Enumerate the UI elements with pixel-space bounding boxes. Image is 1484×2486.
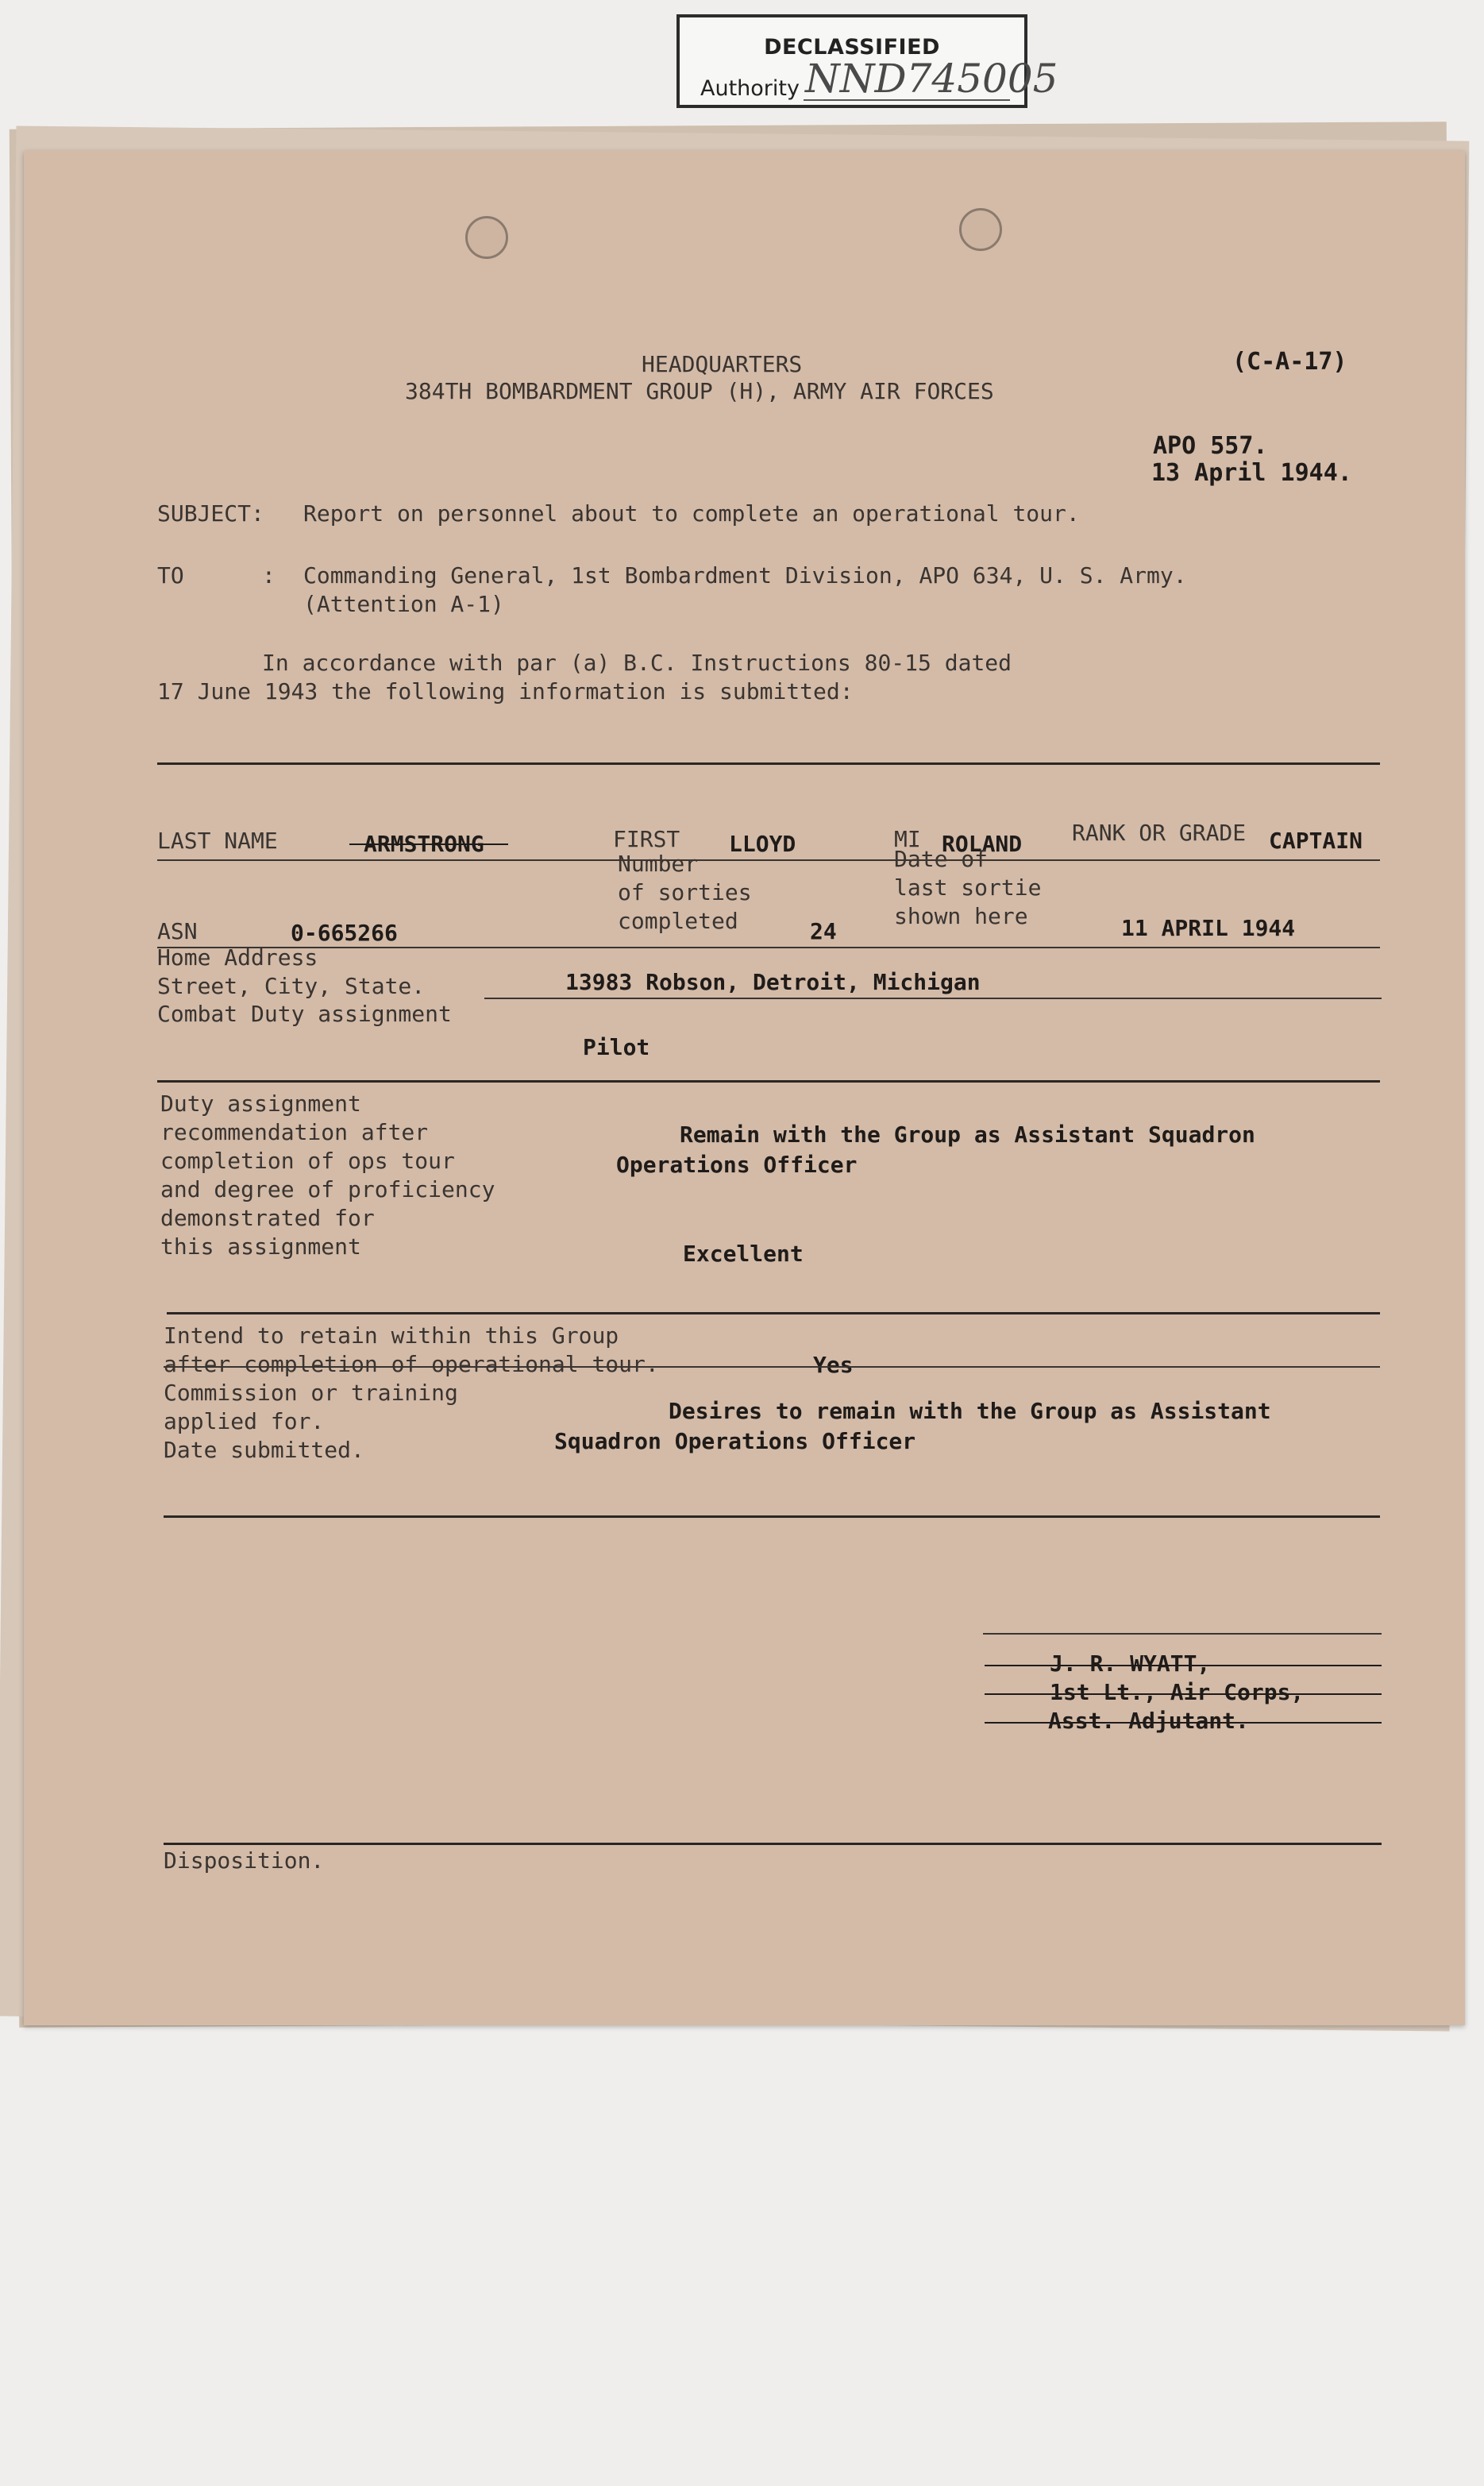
combat-duty-value: Pilot	[583, 1034, 650, 1060]
sorties-label: Number of sorties completed	[618, 851, 752, 934]
last-sortie-value: 11 APRIL 1944	[1121, 915, 1296, 941]
field-underline	[349, 843, 508, 845]
strike-line	[985, 1693, 1382, 1695]
subject-label: SUBJECT:	[157, 500, 264, 527]
home-address-label: Home Address Street, City, State.	[157, 944, 426, 999]
middle-name-value: ROLAND	[942, 831, 1023, 857]
letter-date: 13 April 1944.	[1151, 459, 1352, 487]
duty-assignment-label: Duty assignment recommendation after completion of ops tour and degree of proficiency demonstrated for this assignment	[160, 1091, 495, 1260]
row-rule	[484, 998, 1382, 999]
section-rule	[157, 1080, 1380, 1083]
row-rule	[164, 1366, 1380, 1368]
intro-line1: In accordance with par (a) B.C. Instructions 80-15 dated	[262, 650, 1012, 676]
divider-rule	[157, 762, 1380, 765]
to-label: TO	[157, 562, 184, 589]
last-name-label: LAST NAME	[157, 828, 278, 854]
intro-line2: 17 June 1943 the following information is submitted:	[157, 678, 854, 704]
commission-line2: Squadron Operations Officer	[554, 1428, 916, 1454]
declassified-stamp	[676, 14, 1058, 108]
subject-text: Report on personnel about to complete an operational tour.	[303, 500, 1080, 527]
home-address-value: 13983 Robson, Detroit, Michigan	[565, 969, 981, 995]
letterhead-line2: 384TH BOMBARDMENT GROUP (H), ARMY AIR FORCES	[405, 378, 994, 404]
rank-value: CAPTAIN	[1269, 828, 1363, 854]
row-rule	[157, 859, 1380, 861]
disposition-rule	[164, 1843, 1382, 1845]
commission-line1: Desires to remain with the Group as Assistant	[669, 1398, 1271, 1424]
section-rule	[164, 1515, 1380, 1518]
stamp-title: DECLASSIFIED	[764, 35, 940, 60]
duty-recommendation-line1: Remain with the Group as Assistant Squadron	[680, 1121, 1255, 1148]
retain-label: Intend to retain within this Group after completion of operational tour.	[164, 1322, 659, 1377]
rank-label: RANK OR GRADE	[1072, 820, 1247, 846]
stamp-authority-number: NND745005	[805, 56, 1058, 102]
section-rule	[167, 1312, 1380, 1314]
first-name-label: FIRST	[613, 826, 680, 852]
last-name-value: ARMSTRONG	[364, 831, 484, 857]
asn-value: 0-665266	[291, 920, 398, 946]
stamp-authority-label: Authority	[700, 76, 800, 101]
last-sortie-label: Date of last sortie shown here	[894, 846, 1042, 929]
punch-hole	[959, 208, 1002, 251]
retain-value: Yes	[813, 1352, 854, 1378]
to-colon: :	[262, 562, 276, 589]
asn-label: ASN	[157, 918, 198, 944]
strike-line	[985, 1722, 1382, 1724]
stamp-underline	[804, 99, 1010, 101]
document-page	[24, 151, 1465, 2025]
commission-label: Commission or training applied for. Date submitted.	[164, 1380, 458, 1463]
sorties-value: 24	[810, 918, 837, 944]
form-code: (C-A-17)	[1232, 348, 1347, 376]
signature-name: J. R. WYATT,	[1050, 1650, 1211, 1677]
combat-duty-label: Combat Duty assignment	[157, 1001, 452, 1027]
signature-line	[983, 1633, 1382, 1635]
signature-title: Asst. Adjutant.	[1048, 1708, 1249, 1734]
first-name-value: LLOYD	[729, 831, 796, 857]
to-line2: (Attention A-1)	[303, 591, 504, 617]
duty-recommendation-line2: Operations Officer	[616, 1152, 858, 1178]
proficiency-value: Excellent	[683, 1241, 804, 1267]
to-line1: Commanding General, 1st Bombardment Division, APO 634, U. S. Army.	[303, 562, 1187, 589]
middle-initial-label: MI	[894, 826, 921, 852]
signature-rank: 1st Lt., Air Corps,	[1050, 1679, 1305, 1705]
letterhead-line1: HEADQUARTERS	[642, 351, 803, 377]
strike-line	[985, 1665, 1382, 1666]
apo-number: APO 557.	[1153, 432, 1268, 460]
disposition-label: Disposition.	[164, 1847, 325, 1874]
punch-hole	[465, 216, 508, 259]
